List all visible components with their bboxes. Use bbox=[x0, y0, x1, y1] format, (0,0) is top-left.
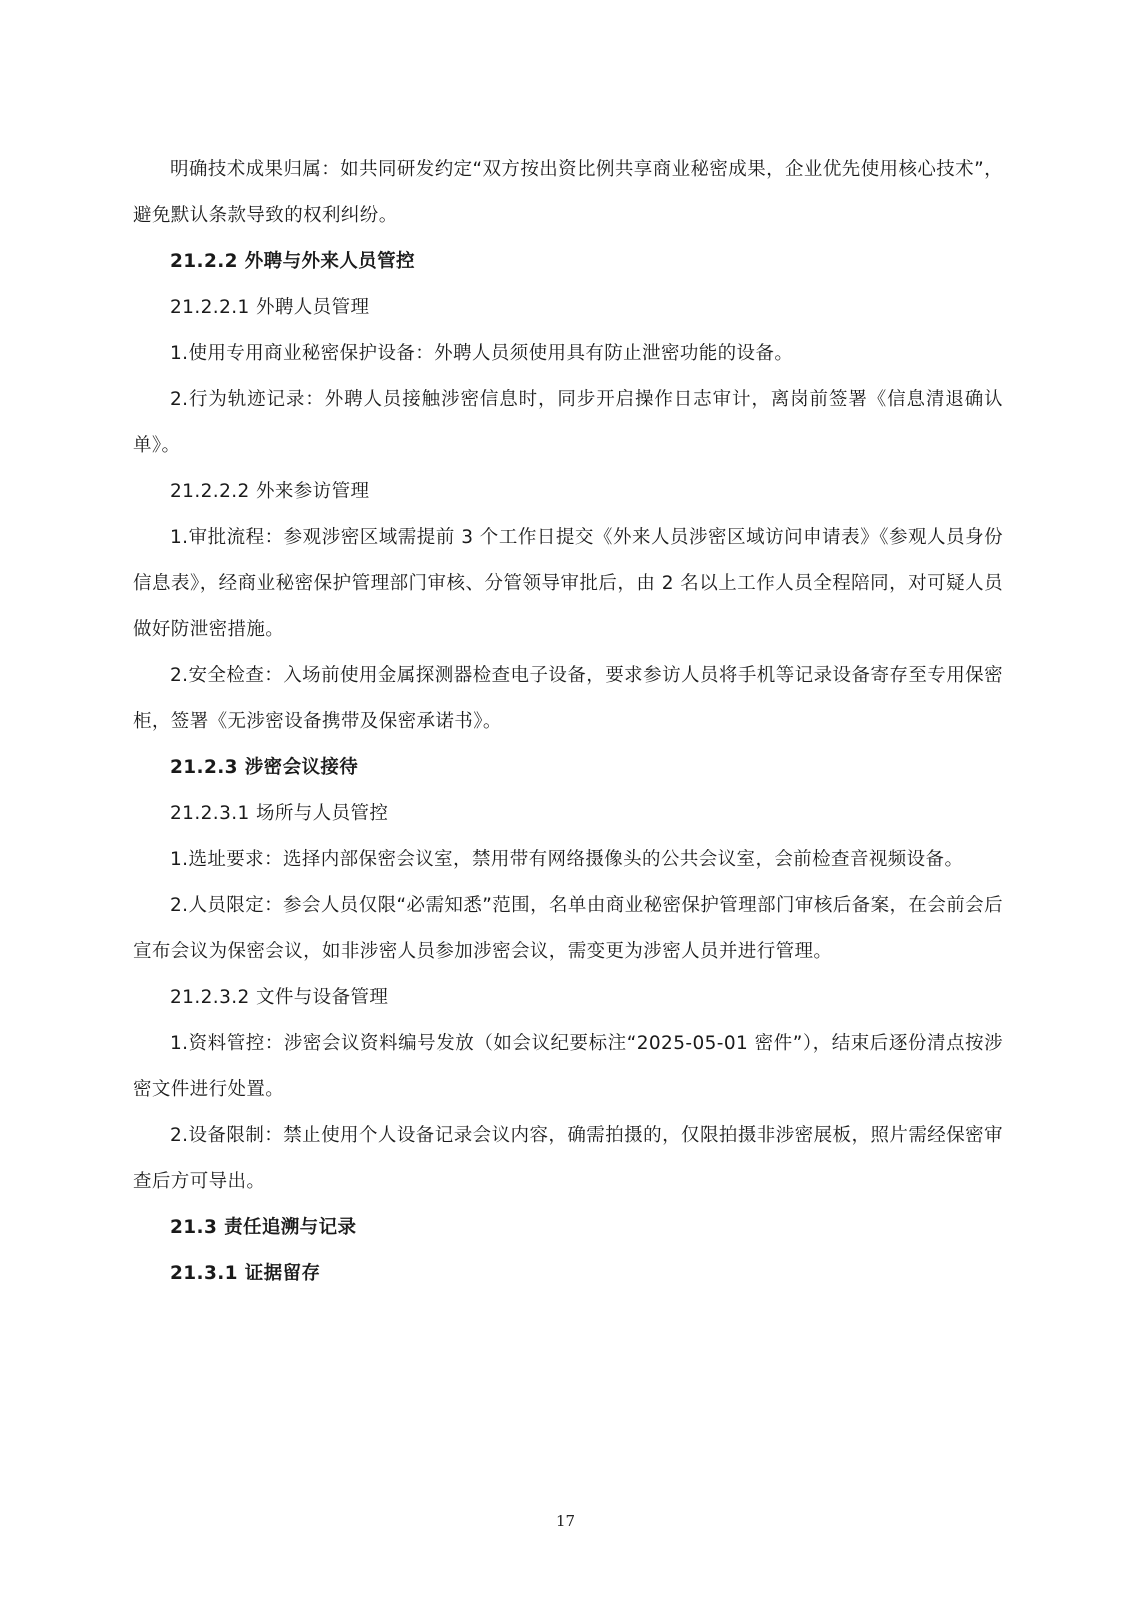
section-heading-21-2-2: 21.2.2 外聘与外来人员管控 bbox=[170, 251, 415, 272]
paragraph-behavior-record: 2.行为轨迹记录：外聘人员接触涉密信息时，同步开启操作日志审计，离岗前签署《信息清退确认单》。 bbox=[133, 389, 1003, 456]
section-heading-21-2-3: 21.2.3 涉密会议接待 bbox=[170, 757, 359, 778]
paragraph-security-check: 2.安全检查：入场前使用金属探测器检查电子设备，要求参访人员将手机等记录设备寄存至专用保密柜，签署《无涉密设备携带及保密承诺书》。 bbox=[133, 665, 1003, 732]
document-body bbox=[133, 147, 1003, 1297]
section-heading-21-3: 21.3 责任追溯与记录 bbox=[170, 1217, 357, 1238]
paragraph-attendee-limit: 2.人员限定：参会人员仅限“必需知悉”范围，名单由商业秘密保护管理部门审核后备案，在会前会后宣布会议为保密会议，如非涉密人员参加涉密会议，需变更为涉密人员并进行管理。 bbox=[133, 895, 1003, 962]
paragraph-dedicated-device: 1.使用专用商业秘密保护设备：外聘人员须使用具有防止泄密功能的设备。 bbox=[170, 343, 794, 364]
paragraph-document-control: 1.资料管控：涉密会议资料编号发放（如会议纪要标注“2025-05-01 密件”），结束后逐份清点按涉密文件进行处置。 bbox=[133, 1033, 1003, 1100]
paragraph-venue-requirement: 1.选址要求：选择内部保密会议室，禁用带有网络摄像头的公共会议室，会前检查音视频设备。 bbox=[170, 849, 964, 870]
subsection-title-21-2-2-1: 21.2.2.1 外聘人员管理 bbox=[170, 297, 370, 318]
paragraph-approval-process: 1.审批流程：参观涉密区域需提前 3 个工作日提交《外来人员涉密区域访问申请表》《参观人员身份信息表》，经商业秘密保护管理部门审核、分管领导审批后，由 2 名以上工作人员全程陪同，对可疑人员做好防泄密措施。 bbox=[133, 527, 1003, 640]
paragraph-device-restriction: 2.设备限制：禁止使用个人设备记录会议内容，确需拍摄的，仅限拍摄非涉密展板，照片需经保密审查后方可导出。 bbox=[133, 1125, 1003, 1192]
page-number: 17 bbox=[555, 1512, 576, 1530]
subsection-title-21-2-3-2: 21.2.3.2 文件与设备管理 bbox=[170, 987, 389, 1008]
paragraph-ownership: 明确技术成果归属：如共同研发约定“双方按出资比例共享商业秘密成果，企业优先使用核心技术”，避免默认条款导致的权利纠纷。 bbox=[133, 159, 1003, 226]
section-heading-21-3-1: 21.3.1 证据留存 bbox=[170, 1263, 321, 1284]
subsection-title-21-2-2-2: 21.2.2.2 外来参访管理 bbox=[170, 481, 370, 502]
subsection-title-21-2-3-1: 21.2.3.1 场所与人员管控 bbox=[170, 803, 389, 824]
